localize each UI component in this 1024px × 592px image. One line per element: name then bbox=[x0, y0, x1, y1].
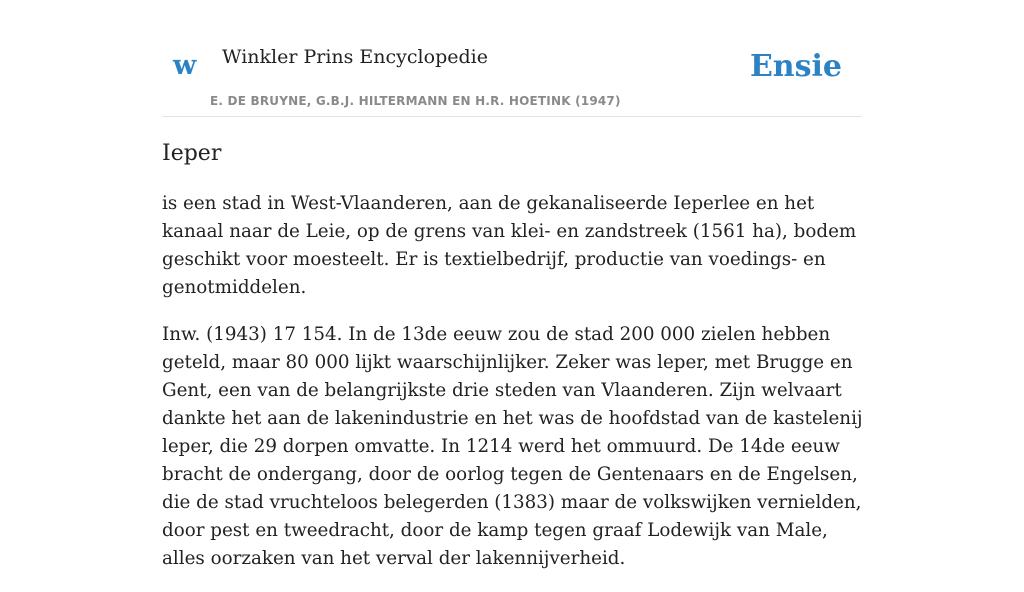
article-paragraph: is een stad in West-Vlaanderen, aan de gekanaliseerde Ieperlee en het kanaal naar de Leie, op de grens van klei- en zandstreek (1561 ha), bodem geschikt voor moesteelt. Er is textielbedrijf, productie van voedings- en genotmiddelen. bbox=[162, 193, 857, 298]
article-paragraph: Inw. (1943) 17 154. In de 13de eeuw zou de stad 200 000 zielen hebben geteld, maar 80 000 lijkt waarschijnlijker. Zeker was leper, met Brugge en Gent, een van de belangrijkste drie steden van Vlaanderen. Zijn welvaart dankte het aan de lakenindustrie en het was de hoofdstad van de kastelenij leper, die 29 dorpen omvatte. In 1214 werd het ommuurd. De 14de eeuw bracht de ondergang, door de oorlog tegen de Gentenaars en de Engelsen, die de stad vruchteloos belegerden (1383) maar de volkswijken vernielden, door pest en tweedracht, door de kamp tegen graaf Lodewijk van Male, alles oorzaken van het verval der lakennijverheid. bbox=[162, 324, 863, 569]
winkler-prins-logo[interactable]: w bbox=[173, 50, 197, 81]
ensie-logo[interactable]: Ensie bbox=[749, 49, 842, 84]
authors-line: E. DE BRUYNE, G.B.J. HILTERMANN EN H.R. HOETINK (1947) bbox=[210, 94, 621, 108]
site-header bbox=[162, 0, 862, 117]
article bbox=[162, 138, 866, 592]
encyclopedia-title[interactable]: Winkler Prins Encyclopedie bbox=[222, 46, 488, 68]
article-headword: Ieper bbox=[162, 141, 222, 166]
